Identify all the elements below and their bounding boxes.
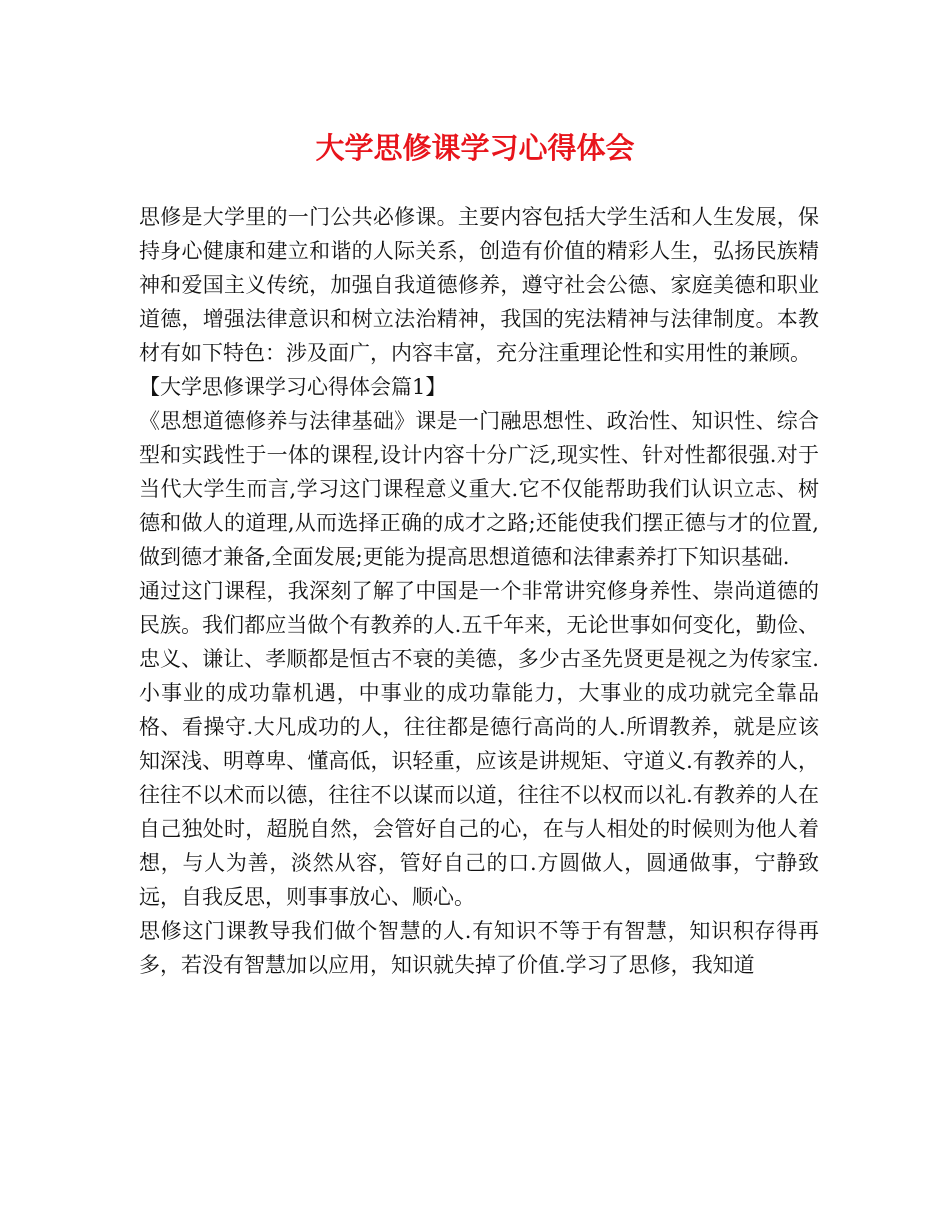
body-paragraph: 思修这门课教导我们做个智慧的人.有知识不等于有智慧，知识积存得再多，若没有智慧加以应用，知识就失掉了价值.学习了思修，我知道 <box>139 919 819 977</box>
document-title: 大学思修课学习心得体会 <box>315 131 635 165</box>
body-paragraph: 《思想道德修养与法律基础》课是一门融思想性、政治性、知识性、综合型和实践性于一体的课程,设计内容十分广泛,现实性、针对性都很强.对于当代大学生而言,学习这门课程意义重大.它不仅能帮助我们认识立志、树德和做人的道理,从而选择正确的成才之路;还能使我们摆正德与才的位置,做到德才兼备,全面发展;更能为提高思想道德和法律素养打下知识基础. <box>139 409 819 569</box>
body-paragraph: 通过这门课程，我深刻了解了中国是一个非常讲究修身养性、崇尚道德的民族。我们都应当做个有教养的人.五千年来，无论世事如何变化，勤俭、忠义、谦让、孝顺都是恒古不衰的美德，多少古圣先贤更是视之为传家宝.小事业的成功靠机遇，中事业的成功靠能力，大事业的成功就完全靠品格、看操守.大凡成功的人，往往都是德行高尚的人.所谓教养，就是应该知深浅、明尊卑、懂高低，识轻重，应该是讲规矩、守道义.有教养的人，往往不以术而以德，往往不以谋而以道，往往不以权而以礼.有教养的人在自己独处时，超脱自然，会管好自己的心，在与人相处的时候则为他人着想，与人为善，淡然从容，管好自己的口.方圆做人，圆通做事，宁静致远，自我反思，则事事放心、顺心。 <box>139 579 819 909</box>
intro-paragraph: 思修是大学里的一门公共必修课。主要内容包括大学生活和人生发展，保持身心健康和建立和谐的人际关系，创造有价值的精彩人生，弘扬民族精神和爱国主义传统，加强自我道德修养，遵守社会公德、家庭美德和职业道德，增强法律意识和树立法治精神，我国的宪法精神与法律制度。本教材有如下特色：涉及面广，内容丰富，充分注重理论性和实用性的兼顾。 <box>139 205 819 365</box>
document-body <box>139 200 819 982</box>
section-heading: 【大学思修课学习心得体会篇1】 <box>139 375 447 399</box>
